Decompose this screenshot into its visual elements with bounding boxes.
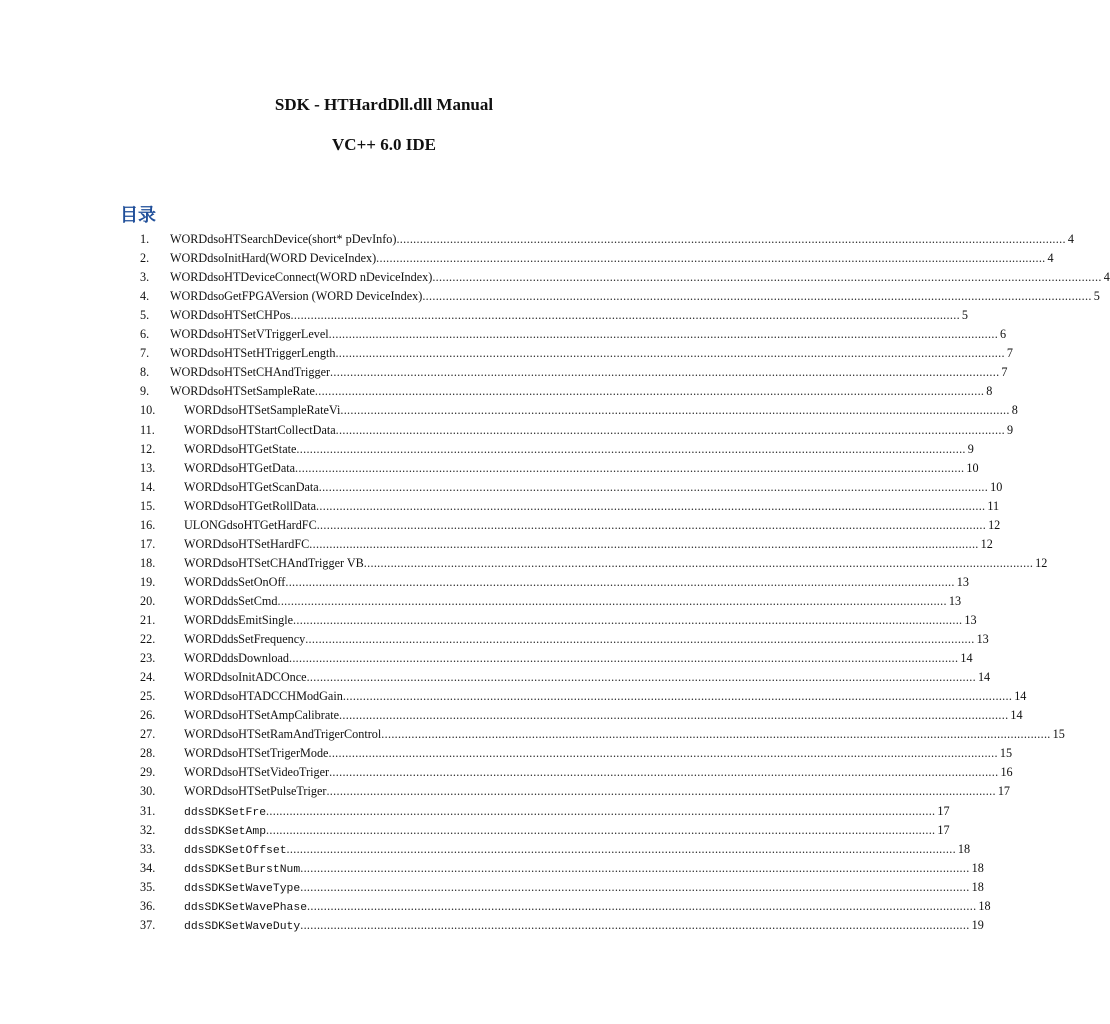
toc-entry-page-number: 14 — [1014, 689, 1027, 704]
toc-entry-title: dsoHTSetPulseTriger — [221, 784, 327, 799]
toc-entry-return-type: WORD — [184, 689, 222, 704]
toc-entry-number: 31. — [140, 803, 156, 818]
toc-entry-title: dsoHTSetCHAndTrigger — [207, 365, 331, 380]
toc-entry-page-number: 12 — [1035, 555, 1048, 570]
toc-entry-return-type: WORD — [184, 460, 222, 475]
toc-entry-title: dsoHTGetScanData — [221, 479, 319, 494]
toc-entry[interactable] — [0, 232, 1074, 251]
toc-dot-leader: ........................................................................................................................................................................................................ — [335, 422, 1006, 437]
toc-entry-title: dsoInitHard(WORD DeviceIndex) — [207, 251, 377, 266]
toc-entry-title: dsoHTSearchDevice(short* pDevInfo) — [207, 232, 397, 246]
toc-entry-number: 17. — [140, 536, 156, 551]
toc-entry-number: 21. — [140, 613, 156, 627]
toc-dot-leader: ........................................................................................................................................................................................................ — [285, 574, 955, 589]
toc-entry[interactable] — [0, 746, 1013, 765]
toc-entry-title: dsoHTGetState — [221, 441, 297, 456]
toc-entry[interactable] — [0, 898, 991, 918]
toc-entry[interactable] — [0, 651, 973, 670]
toc-entry-page-number: 10 — [966, 460, 979, 475]
toc-entry-page-number: 10 — [990, 479, 1003, 494]
toc-entry-number: 37. — [140, 917, 156, 932]
toc-entry-title: ddsSDKSetFre — [184, 806, 267, 819]
toc-dot-leader: ........................................................................................................................................................................................................ — [309, 536, 979, 551]
toc-entry-number: 19. — [140, 574, 156, 589]
document-title: SDK - HTHardDll.dll Manual — [274, 95, 494, 114]
toc-entry-page-number: 6 — [1000, 327, 1007, 342]
toc-dot-leader: ........................................................................................................................................................................................................ — [300, 860, 970, 875]
toc-entry-page-number: 9 — [1007, 422, 1014, 437]
toc-entry-number: 32. — [140, 822, 156, 837]
toc-entry[interactable] — [0, 308, 969, 327]
toc-entry-number: 27. — [140, 727, 156, 742]
toc-entry-page-number: 4 — [1103, 270, 1110, 285]
toc-dot-leader: ........................................................................................................................................................................................................ — [316, 498, 986, 513]
toc-entry-return-type: WORD — [184, 498, 222, 513]
toc-entry-title: dsoInitADCOnce — [221, 670, 307, 685]
toc-entry-number: 3. — [140, 270, 150, 285]
toc-entry-page-number: 13 — [948, 593, 962, 608]
toc-entry-number: 4. — [140, 289, 150, 304]
toc-entry-return-type: WORD — [184, 746, 222, 761]
toc-entry[interactable] — [0, 613, 977, 632]
toc-entry-title: ddsSDKSetOffset — [184, 844, 287, 857]
toc-entry-page-number: 8 — [986, 384, 993, 399]
toc-entry-title: ddsSetFrequency — [221, 632, 306, 647]
toc-entry-page-number: 5 — [961, 308, 969, 323]
toc-entry-number: 28. — [140, 746, 156, 761]
toc-dot-leader: ........................................................................................................................................................................................................ — [307, 898, 977, 913]
toc-entry-page-number: 18 — [957, 841, 971, 856]
toc-entry-number: 12. — [140, 441, 156, 456]
toc-entry-return-type: WORD — [170, 384, 208, 399]
toc-entry-page-number: 19 — [971, 917, 984, 932]
toc-entry-page-number: 17 — [997, 784, 1010, 799]
toc-entry-number: 22. — [140, 632, 156, 647]
toc-entry-title: ddsSetCmd — [221, 593, 278, 608]
toc-dot-leader: ........................................................................................................................................................................................................ — [305, 632, 975, 647]
toc-dot-leader: ........................................................................................................................................................................................................ — [330, 365, 1000, 380]
toc-entry[interactable] — [0, 270, 1110, 289]
toc-dot-leader: ........................................................................................................................................................................................................ — [339, 708, 1009, 723]
toc-entry-number: 26. — [140, 708, 156, 723]
toc-entry-title: dsoHTSetRamAndTrigerControl — [221, 727, 382, 742]
toc-dot-leader: ........................................................................................................................................................................................................ — [286, 841, 956, 856]
toc-entry[interactable] — [0, 574, 969, 594]
toc-entry-page-number: 12 — [988, 517, 1001, 532]
toc-entry[interactable] — [0, 632, 989, 651]
toc-entry-return-type: ULONG — [184, 517, 227, 532]
toc-entry-title: dsoHTSetSampleRateVi — [221, 403, 341, 418]
toc-entry-page-number: 9 — [967, 441, 974, 456]
toc-entry[interactable] — [0, 784, 1010, 803]
toc-entry-number: 10. — [140, 403, 156, 418]
toc-dot-leader: ........................................................................................................................................................................................................ — [318, 479, 989, 494]
toc-dot-leader: ........................................................................................................................................................................................................ — [277, 593, 947, 608]
toc-entry[interactable] — [0, 479, 1003, 499]
toc-entry-number: 33. — [140, 841, 156, 856]
toc-entry[interactable] — [0, 536, 993, 556]
toc-entry-page-number: 13 — [964, 613, 977, 627]
toc-dot-leader: ........................................................................................................................................................................................................ — [363, 555, 1034, 570]
toc-entry[interactable] — [0, 555, 1048, 575]
toc-entry-title: dsoHTADCCHModGain — [221, 689, 343, 704]
toc-entry[interactable] — [0, 879, 984, 899]
toc-entry-return-type: WORD — [184, 441, 222, 456]
toc-entry-number: 23. — [140, 651, 156, 666]
toc-entry-page-number: 15 — [1052, 727, 1065, 742]
toc-entry-return-type: WORD — [184, 613, 222, 627]
toc-entry-page-number: 4 — [1067, 232, 1074, 246]
toc-dot-leader: ........................................................................................................................................................................................................ — [293, 613, 963, 627]
toc-entry[interactable] — [0, 517, 1001, 537]
toc-entry-page-number: 13 — [956, 574, 969, 589]
toc-entry[interactable] — [0, 327, 1007, 346]
toc-entry-number: 29. — [140, 765, 156, 780]
toc-entry-number: 11. — [140, 422, 155, 437]
toc-dot-leader: ........................................................................................................................................................................................................ — [376, 251, 1046, 266]
toc-dot-leader: ........................................................................................................................................................................................................ — [432, 270, 1102, 285]
toc-entry-title: dsoGetFPGAVersion (WORD DeviceIndex) — [207, 289, 423, 304]
toc-entry-title: dsoHTStartCollectData — [221, 422, 336, 437]
toc-entry-title: ddsSDKSetWaveDuty — [184, 920, 301, 933]
toc-entry-return-type: WORD — [170, 270, 208, 285]
toc-dot-leader: ........................................................................................................................................................................................................ — [340, 403, 1010, 418]
toc-entry-page-number: 11 — [987, 498, 1000, 513]
toc-entry-page-number: 18 — [971, 860, 984, 875]
toc-entry-return-type: WORD — [184, 765, 222, 780]
toc-entry-page-number: 5 — [1093, 289, 1100, 304]
toc-entry-number: 14. — [140, 479, 156, 494]
toc-entry-number: 18. — [140, 555, 156, 570]
toc-entry-return-type: WORD — [184, 422, 222, 437]
toc-entry-number: 7. — [140, 346, 150, 361]
toc-entry-title: dsoHTSetTrigerMode — [221, 746, 329, 761]
toc-entry[interactable] — [0, 441, 974, 461]
toc-dot-leader: ........................................................................................................................................................................................................ — [314, 384, 985, 399]
toc-entry[interactable] — [0, 422, 1014, 442]
toc-entry-return-type: WORD — [170, 232, 208, 246]
toc-dot-leader: ........................................................................................................................................................................................................ — [422, 289, 1092, 304]
toc-entry-return-type: WORD — [184, 708, 222, 723]
toc-entry[interactable] — [0, 593, 962, 613]
toc-entry-number: 30. — [140, 784, 156, 799]
toc-entry-number: 2. — [140, 251, 150, 266]
toc-entry[interactable] — [0, 346, 1013, 365]
toc-entry-page-number: 4 — [1047, 251, 1054, 266]
toc-entry-title: dsoHTGetHardFC — [226, 517, 317, 532]
toc-entry-return-type: WORD — [184, 651, 222, 666]
toc-entry-page-number: 13 — [976, 632, 989, 647]
toc-entry[interactable] — [0, 803, 950, 823]
toc-entry-number: 34. — [140, 860, 156, 875]
toc-dot-leader: ........................................................................................................................................................................................................ — [328, 746, 998, 761]
toc-entry-title: ddsSDKSetWavePhase — [184, 901, 308, 914]
toc-entry[interactable] — [0, 727, 1065, 746]
toc-entry-return-type: WORD — [170, 308, 208, 323]
toc-dot-leader: ........................................................................................................................................................................................................ — [266, 822, 936, 837]
toc-entry-return-type: WORD — [170, 289, 208, 304]
toc-entry-page-number: 14 — [1010, 708, 1023, 723]
toc-entry-page-number: 14 — [960, 651, 973, 666]
toc-entry-page-number: 17 — [937, 822, 950, 837]
toc-entry-return-type: WORD — [170, 251, 208, 266]
toc-entry-number: 8. — [140, 365, 150, 380]
toc-dot-leader: ........................................................................................................................................................................................................ — [295, 460, 965, 475]
toc-entry-title: ddsSDKSetAmp — [184, 825, 267, 838]
toc-entry[interactable] — [0, 403, 1018, 422]
toc-entry-title: dsoHTSetVTriggerLevel — [207, 327, 329, 342]
toc-entry-return-type: WORD — [184, 479, 222, 494]
toc-entry[interactable] — [0, 765, 1013, 784]
toc-entry-title: dsoHTSetAmpCalibrate — [221, 708, 340, 723]
toc-entry-title: ddsSDKSetWaveType — [184, 882, 301, 895]
toc-entry-return-type: WORD — [184, 536, 222, 551]
toc-entry-page-number: 8 — [1011, 403, 1018, 418]
toc-entry-page-number: 7 — [1001, 365, 1008, 380]
toc-dot-leader: ........................................................................................................................................................................................................ — [335, 346, 1005, 361]
toc-entry-page-number: 7 — [1006, 346, 1013, 361]
toc-dot-leader: ........................................................................................................................................................................................................ — [306, 670, 976, 685]
toc-entry-title: ddsSDKSetBurstNum — [184, 863, 301, 876]
toc-entry-number: 1. — [140, 232, 150, 246]
toc-entry[interactable] — [0, 498, 1000, 518]
toc-entry-page-number: 12 — [980, 536, 993, 551]
toc-entry-title: dsoHTSetSampleRate — [207, 384, 315, 399]
toc-entry-title: ddsEmitSingle — [221, 613, 294, 627]
toc-entry-page-number: 18 — [971, 879, 984, 894]
toc-dot-leader: ........................................................................................................................................................................................................ — [266, 803, 936, 818]
toc-dot-leader: ........................................................................................................................................................................................................ — [326, 784, 996, 799]
toc-entry-title: dsoHTSetHardFC — [221, 536, 310, 551]
toc-entry-return-type: WORD — [184, 555, 222, 570]
toc-entry-number: 16. — [140, 517, 156, 532]
toc-entry-number: 35. — [140, 879, 156, 894]
toc-entry-return-type: WORD — [170, 327, 208, 342]
toc-entry-title: dsoHTGetData — [221, 460, 296, 475]
toc-entry-number: 13. — [140, 460, 156, 475]
toc-entry-return-type: WORD — [170, 346, 208, 361]
toc-entry-number: 5. — [140, 308, 150, 323]
toc-entry[interactable] — [0, 689, 1027, 708]
toc-entry-title: dsoHTSetCHAndTrigger VB — [221, 555, 364, 570]
toc-entry-title: dsoHTGetRollData — [221, 498, 317, 513]
toc-entry-page-number: 17 — [937, 803, 950, 818]
toc-entry-return-type: WORD — [184, 727, 222, 742]
toc-entry-page-number: 14 — [977, 670, 991, 685]
toc-entry[interactable] — [0, 860, 984, 880]
toc-entry[interactable] — [0, 708, 1023, 727]
toc-dot-leader: ........................................................................................................................................................................................................ — [396, 232, 1066, 246]
toc-entry-return-type: WORD — [184, 784, 222, 799]
toc-dot-leader: ........................................................................................................................................................................................................ — [300, 879, 970, 894]
toc-entry-page-number: 16 — [1000, 765, 1013, 780]
toc-entry-title: ddsDownload — [221, 651, 289, 666]
toc-entry-title: dsoHTSetHTriggerLength — [207, 346, 336, 361]
toc-dot-leader: ........................................................................................................................................................................................................ — [288, 651, 959, 666]
toc-entry-number: 25. — [140, 689, 156, 704]
toc-entry[interactable] — [0, 460, 979, 480]
toc-entry[interactable] — [0, 670, 991, 689]
toc-entry[interactable] — [0, 841, 971, 861]
toc-entry-number: 6. — [140, 327, 150, 342]
toc-entry[interactable] — [0, 365, 1008, 384]
toc-dot-leader: ........................................................................................................................................................................................................ — [300, 917, 970, 932]
toc-entry-number: 15. — [140, 498, 156, 513]
toc-entry-return-type: WORD — [184, 403, 222, 418]
toc-entry-title: dsoHTSetCHPos — [207, 308, 291, 323]
document-subtitle: VC++ 6.0 IDE — [332, 135, 436, 154]
toc-dot-leader: ........................................................................................................................................................................................................ — [296, 441, 966, 456]
toc-entry[interactable] — [0, 822, 950, 842]
toc-dot-leader: ........................................................................................................................................................................................................ — [381, 727, 1051, 742]
toc-entry-return-type: WORD — [184, 670, 222, 685]
toc-dot-leader: ........................................................................................................................................................................................................ — [342, 689, 1013, 704]
toc-heading: 目录 — [120, 205, 156, 226]
toc-dot-leader: ........................................................................................................................................................................................................ — [290, 308, 960, 323]
toc-entry[interactable] — [0, 917, 984, 937]
toc-entry[interactable] — [0, 289, 1100, 308]
toc-dot-leader: ........................................................................................................................................................................................................ — [329, 765, 999, 780]
toc-entry-page-number: 18 — [978, 898, 991, 913]
toc-entry-return-type: WORD — [184, 574, 222, 589]
toc-entry-title: dsoHTDeviceConnect(WORD nDeviceIndex) — [207, 270, 433, 285]
toc-entry[interactable] — [0, 384, 993, 403]
toc-entry-number: 24. — [140, 670, 156, 685]
toc-entry-number: 9. — [140, 384, 150, 399]
toc-entry-title: dsoHTSetVideoTriger — [221, 765, 330, 780]
toc-entry[interactable] — [0, 251, 1054, 270]
toc-dot-leader: ........................................................................................................................................................................................................ — [316, 517, 987, 532]
toc-entry-page-number: 15 — [999, 746, 1013, 761]
toc-entry-number: 20. — [140, 593, 156, 608]
toc-entry-number: 36. — [140, 898, 156, 913]
toc-entry-return-type: WORD — [170, 365, 208, 380]
toc-entry-return-type: WORD — [184, 593, 222, 608]
toc-entry-return-type: WORD — [184, 632, 222, 647]
toc-entry-title: ddsSetOnOff — [221, 574, 286, 589]
toc-dot-leader: ........................................................................................................................................................................................................ — [328, 327, 999, 342]
